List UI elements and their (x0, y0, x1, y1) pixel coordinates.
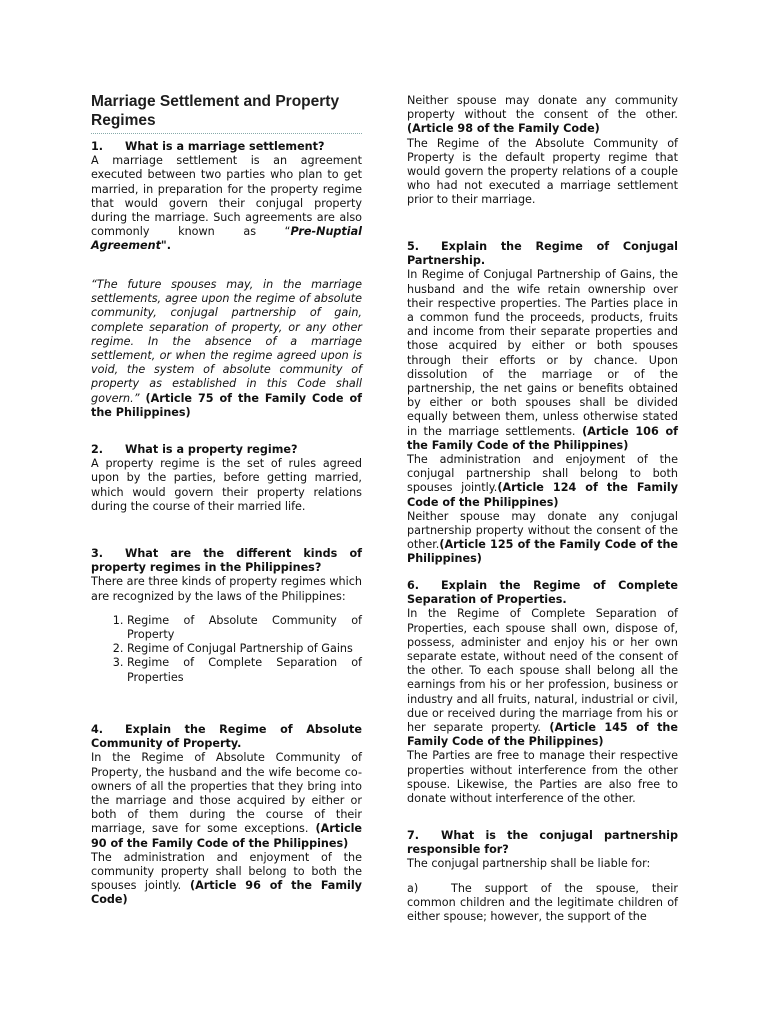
answer-paragraph: The administration and enjoyment of the conjugal partnership shall belong to both spouses jointly.(Article 124 of the Family Code of the Philippines) (407, 453, 678, 509)
citation: (Article 90 of the Family Code of the Philippines) (91, 822, 362, 850)
quote-text: “The future spouses may, in the marriage settlements, agree upon the regime of absolute community, conjugal partnership of gain, complete separation of property, or any other regime. In the absence of a marriage settlement, or when the regime agreed upon is void, the system of absolute community of property as established in this Code shall govern.” (91, 278, 362, 405)
regime-list (91, 614, 362, 685)
section-q7 (407, 829, 678, 924)
question-heading: 3. What are the different kinds of property regimes in the Philippines? (91, 547, 362, 575)
answer-paragraph: In Regime of Conjugal Partnership of Gains, the husband and the wife retain ownership over their respective properties. The Parties place in a common fund the proceeds, products, fruits and income from their separate properties and those acquired by either or both spouses through their efforts or by chance. Upon dissolution of the marriage or of the partnership, the net gains or benefits obtained by either or both spouses shall be divided equally between them, unless otherwise stated in the marriage settlements. (Article 106 of the Family Code of the Philippines) (407, 268, 678, 452)
section-q2 (91, 443, 362, 514)
citation: (Article 125 of the Family Code of the Philippines) (407, 538, 678, 566)
question-heading: 5. Explain the Regime of Conjugal Partnership. (407, 240, 678, 268)
question-heading: 4. Explain the Regime of Absolute Community of Property. (91, 723, 362, 751)
citation: (Article 145 of the Family Code of the Philippines) (407, 721, 678, 749)
quote-block (91, 278, 362, 420)
citation: (Article 124 of the Family Code of the Philippines) (407, 481, 678, 509)
answer-paragraph: The administration and enjoyment of the community property shall belong to both the spouses jointly. (Article 96 of the Family Code) (91, 850, 362, 907)
answer-paragraph: There are three kinds of property regimes which are recognized by the laws of the Philippines: (91, 575, 362, 603)
section-q5 (407, 240, 678, 567)
answer-paragraph: In the Regime of Absolute Community of Property, the husband and the wife become co-owners of all the properties that they bring into the marriage and those acquired by either or both of them during the course of their marriage, save for some exceptions. (Article 90 of the Family Code of the Philippines) (91, 751, 362, 850)
answer-paragraph: A marriage settlement is an agreement executed between two parties who plan to get married, in preparation for the property regime that would govern their conjugal property during the marriage. Such agreements are also commonly known as “Pre-Nuptial Agreement". (91, 154, 362, 253)
answer-paragraph: The Parties are free to manage their respective properties without interference from the other spouse. Likewise, the Parties are also free to donate without interference of the other. (407, 749, 678, 806)
question-heading: 6. Explain the Regime of Complete Separation of Properties. (407, 579, 678, 607)
section-q4 (91, 723, 362, 908)
answer-paragraph: In the Regime of Complete Separation of Properties, each spouse shall own, dispose of, possess, administer and enjoy his or her own separate estate, without need of the consent of the other. To each spouse shall belong all the earnings from his or her profession, business or industry and all fruits, natural, industrial or civil, due or received during the marriage from his or her separate property. (Article 145 of the Family Code of the Philippines) (407, 607, 678, 749)
citation: (Article 98 of the Family Code) (407, 122, 600, 136)
list-item: 2. Regime of Conjugal Partnership of Gains (127, 642, 362, 656)
list-item: a) The support of the spouse, their common children and the legitimate children of either spouse; however, the support of the (407, 881, 678, 924)
page-title: Marriage Settlement and Property Regimes (91, 92, 362, 134)
section-q6 (407, 579, 678, 806)
question-heading: 7. What is the conjugal partnership responsible for? (407, 829, 678, 857)
citation: (Article 75 of the Family Code of the Philippines) (91, 391, 362, 419)
answer-paragraph: Neither spouse may donate any community property without the consent of the other. (Article 98 of the Family Code) (407, 94, 678, 136)
citation: (Article 106 of the Family Code of the Philippines) (407, 424, 678, 452)
section-q4-continued (407, 94, 678, 208)
list-item: 3. Regime of Complete Separation of Properties (127, 656, 362, 684)
answer-paragraph: A property regime is the set of rules agreed upon by the parties, before getting married, which would govern their property relations during the course of their married life. (91, 457, 362, 513)
section-q3 (91, 547, 362, 685)
answer-paragraph: The Regime of the Absolute Community of Property is the default property regime that would govern the property relations of a couple who had not executed a marriage settlement prior to their marriage. (407, 136, 678, 207)
answer-paragraph: The conjugal partnership shall be liable for: (407, 857, 651, 871)
section-q1 (91, 140, 362, 254)
list-item: 1. Regime of Absolute Community of Property (127, 614, 362, 642)
question-heading: 2. What is a property regime? (91, 443, 298, 456)
citation: (Article 96 of the Family Code) (91, 879, 362, 907)
answer-paragraph: Neither spouse may donate any conjugal partnership property without the consent of the other.(Article 125 of the Family Code of the Philippines) (407, 509, 678, 566)
question-heading: 1. What is a marriage settlement? (91, 140, 325, 153)
